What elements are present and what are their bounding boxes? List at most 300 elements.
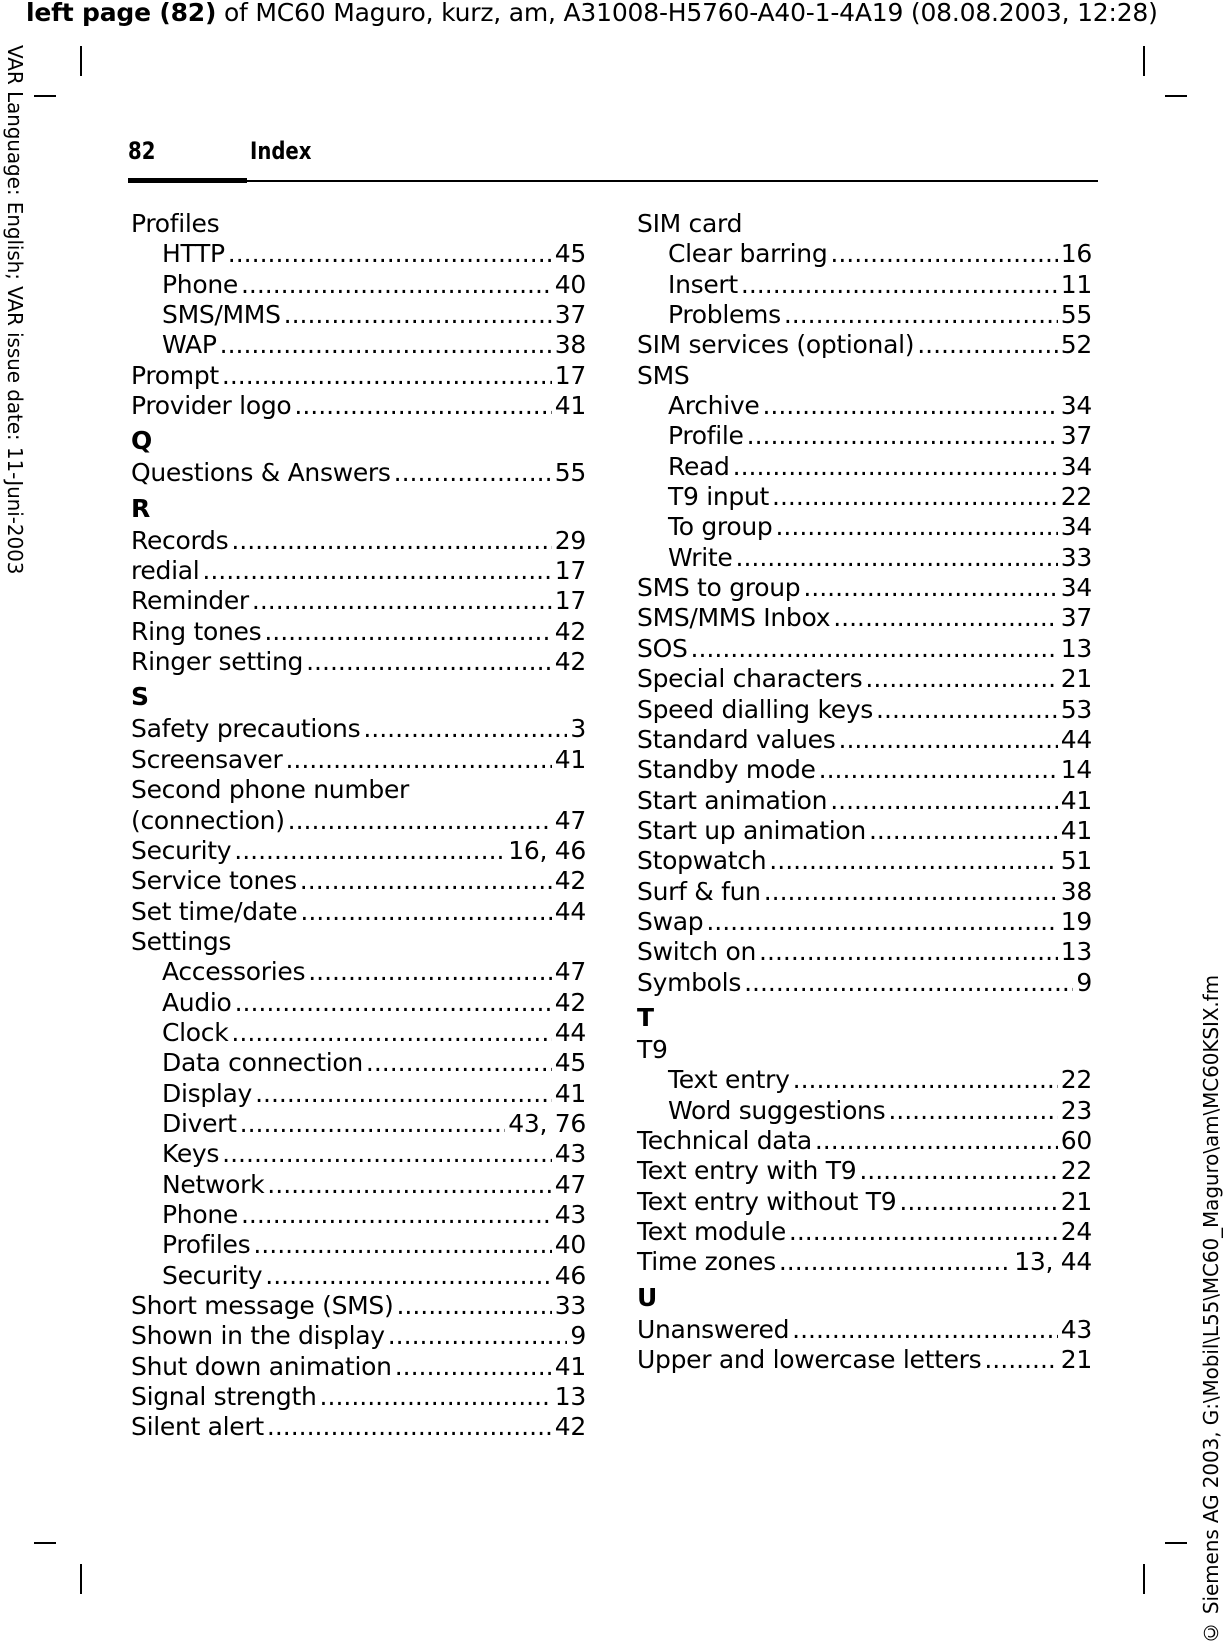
dot-leader bbox=[888, 1096, 1057, 1126]
index-entry-label: Phone bbox=[162, 269, 238, 299]
index-entry-label: Profile bbox=[668, 421, 744, 451]
index-entry-page: 51 bbox=[1060, 846, 1092, 876]
index-entry-page: 16, 46 bbox=[508, 835, 586, 865]
index-entry-heading bbox=[637, 1035, 1092, 1065]
index-entry-label: Upper and lowercase letters bbox=[637, 1345, 982, 1375]
index-entry-label: Security bbox=[131, 835, 232, 865]
dot-leader bbox=[744, 968, 1073, 998]
dot-leader bbox=[779, 1247, 1011, 1277]
index-entry-label: Q bbox=[131, 426, 152, 456]
index-subentry bbox=[637, 452, 1092, 482]
dot-leader bbox=[231, 526, 551, 556]
index-entry bbox=[637, 1156, 1092, 1186]
index-subentry bbox=[131, 330, 586, 360]
index-entry-page: 47 bbox=[554, 957, 586, 987]
index-subentry bbox=[637, 300, 1092, 330]
index-entry-label: SIM services (optional) bbox=[637, 330, 915, 360]
dot-leader bbox=[839, 725, 1058, 755]
index-entry-label: Text entry bbox=[668, 1065, 790, 1095]
dot-leader bbox=[747, 421, 1058, 451]
index-entry-page: 45 bbox=[554, 1048, 586, 1078]
index-entry-label: Archive bbox=[668, 391, 760, 421]
index-entry-label: Problems bbox=[668, 300, 781, 330]
index-entry-page: 33 bbox=[554, 1291, 586, 1320]
page-title: Index bbox=[250, 137, 312, 165]
index-entry-page: 34 bbox=[1060, 391, 1092, 421]
index-entry-page: 42 bbox=[554, 1412, 586, 1442]
header-rule bbox=[128, 180, 1098, 182]
index-entry-label: U bbox=[637, 1282, 658, 1312]
index-entry-page: 9 bbox=[570, 1321, 586, 1351]
index-subentry bbox=[637, 391, 1092, 421]
dot-leader bbox=[833, 603, 1058, 633]
index-entry-page: 22 bbox=[1060, 482, 1092, 512]
index-entry bbox=[131, 714, 586, 744]
index-entry-heading bbox=[131, 927, 586, 957]
index-entry bbox=[637, 1345, 1092, 1375]
index-entry bbox=[637, 1315, 1092, 1345]
index-entry bbox=[637, 573, 1092, 603]
index-entry-page: 14 bbox=[1060, 755, 1092, 785]
index-entry-label: Standard values bbox=[637, 724, 836, 754]
index-entry-page: 13 bbox=[1060, 633, 1092, 663]
index-entry-page: 53 bbox=[1060, 694, 1092, 724]
dot-leader bbox=[267, 1412, 552, 1442]
crop-mark bbox=[1143, 1564, 1145, 1594]
index-entry bbox=[131, 647, 586, 677]
index-entry-page: 41 bbox=[554, 1351, 586, 1381]
dot-leader bbox=[759, 937, 1058, 967]
index-entry-label: T9 input bbox=[668, 482, 770, 512]
index-entry-page: 37 bbox=[554, 300, 586, 330]
index-entry-page: 34 bbox=[1060, 451, 1092, 481]
index-entry-label: Text module bbox=[637, 1217, 786, 1246]
index-letter-heading bbox=[637, 998, 1092, 1035]
dot-leader bbox=[240, 1109, 506, 1139]
dot-leader bbox=[830, 239, 1057, 269]
index-entry-page: 41 bbox=[554, 744, 586, 774]
index-entry-page: 44 bbox=[554, 896, 586, 926]
index-entry-page: 17 bbox=[554, 556, 586, 586]
index-entry bbox=[131, 458, 586, 488]
proof-header-doc-info: of MC60 Maguro, kurz, am, A31008-H5760-A40-1-4A19 (08.08.2003, 12:28) bbox=[216, 0, 1158, 27]
index-entry-page: 22 bbox=[1060, 1065, 1092, 1095]
dot-leader bbox=[241, 270, 552, 300]
index-subentry bbox=[637, 270, 1092, 300]
index-entry-label: Signal strength bbox=[131, 1382, 317, 1412]
index-entry bbox=[131, 1352, 586, 1382]
index-entry-label: Text entry with T9 bbox=[637, 1156, 857, 1186]
index-entry bbox=[637, 1126, 1092, 1156]
dot-leader bbox=[917, 330, 1058, 360]
dot-leader bbox=[234, 836, 505, 866]
dot-leader bbox=[815, 1126, 1058, 1156]
side-note-language: VAR Language: English; VAR issue date: 11-Juni-2003 bbox=[3, 45, 27, 575]
index-letter-heading bbox=[637, 1278, 1092, 1315]
index-subentry bbox=[131, 1230, 586, 1260]
dot-leader bbox=[396, 1291, 551, 1321]
index-entry bbox=[637, 634, 1092, 664]
index-entry-page: 41 bbox=[554, 1078, 586, 1108]
dot-leader bbox=[366, 1048, 552, 1078]
dot-leader bbox=[220, 330, 552, 360]
index-entry-label: Clear barring bbox=[668, 239, 828, 269]
dot-leader bbox=[691, 634, 1058, 664]
index-entry-label: Symbols bbox=[637, 967, 742, 997]
dot-leader bbox=[284, 300, 552, 330]
index-entry-label: Security bbox=[162, 1260, 263, 1290]
index-entry-label: SMS bbox=[637, 360, 690, 390]
index-entry-label: Prompt bbox=[131, 360, 219, 390]
index-subentry bbox=[637, 543, 1092, 573]
index-entry-label: SMS/MMS Inbox bbox=[637, 603, 831, 633]
index-entry-label: Network bbox=[162, 1169, 265, 1199]
index-subentry bbox=[637, 482, 1092, 512]
dot-leader bbox=[830, 786, 1058, 816]
proof-header bbox=[26, 0, 1226, 26]
index-letter-heading bbox=[131, 489, 586, 526]
index-entry-heading bbox=[131, 209, 586, 239]
index-entry bbox=[637, 937, 1092, 967]
index-column-left bbox=[131, 209, 586, 1443]
index-entry bbox=[637, 664, 1092, 694]
index-subentry bbox=[131, 1109, 586, 1139]
index-entry-page: 29 bbox=[554, 525, 586, 555]
index-entry bbox=[131, 586, 586, 616]
index-entry-page: 60 bbox=[1060, 1125, 1092, 1155]
index-entry-page: 41 bbox=[554, 391, 586, 421]
index-entry bbox=[637, 877, 1092, 907]
index-entry bbox=[637, 695, 1092, 725]
index-entry-label: T bbox=[637, 1002, 654, 1032]
index-entry-page: 16 bbox=[1060, 239, 1092, 269]
index-entry bbox=[131, 391, 586, 421]
index-entry-page: 43 bbox=[554, 1199, 586, 1229]
index-entry-label: Questions & Answers bbox=[131, 458, 391, 488]
index-entry bbox=[131, 1291, 586, 1321]
index-entry-page: 43, 76 bbox=[508, 1108, 586, 1138]
dot-leader bbox=[775, 512, 1057, 542]
dot-leader bbox=[706, 907, 1057, 937]
index-entry bbox=[637, 603, 1092, 633]
index-subentry bbox=[131, 1048, 586, 1078]
index-entry-label: Surf & fun bbox=[637, 876, 761, 906]
index-entry-label: HTTP bbox=[162, 239, 225, 269]
index-entry-page: 40 bbox=[554, 269, 586, 299]
index-entry-page: 42 bbox=[554, 616, 586, 646]
dot-leader bbox=[865, 664, 1057, 694]
index-entry-page: 34 bbox=[1060, 573, 1092, 603]
index-entry-label: Stopwatch bbox=[637, 846, 767, 876]
dot-leader bbox=[899, 1187, 1057, 1217]
index-subentry bbox=[131, 1079, 586, 1109]
index-entry bbox=[637, 330, 1092, 360]
header-rule-accent bbox=[128, 178, 247, 183]
dot-leader bbox=[308, 957, 552, 987]
index-entry-label: Second phone number bbox=[131, 775, 410, 805]
index-entry-page: 42 bbox=[554, 987, 586, 1017]
index-entry bbox=[637, 968, 1092, 998]
index-entry-label: Screensaver bbox=[131, 744, 283, 774]
index-entry-page: 21 bbox=[1060, 664, 1092, 694]
index-entry-label: Settings bbox=[131, 926, 232, 956]
dot-leader bbox=[363, 714, 567, 744]
index-entry-label: R bbox=[131, 493, 150, 523]
index-entry-heading bbox=[637, 209, 1092, 239]
index-entry-label: Ringer setting bbox=[131, 647, 304, 677]
index-entry bbox=[131, 745, 586, 775]
dot-leader bbox=[772, 482, 1058, 512]
index-entry-page: 44 bbox=[554, 1017, 586, 1047]
index-letter-heading bbox=[131, 421, 586, 458]
index-entry-page: 22 bbox=[1060, 1156, 1092, 1186]
index-entry bbox=[131, 1321, 586, 1351]
index-entry-label: Word suggestions bbox=[668, 1095, 886, 1125]
index-entry-page: 55 bbox=[1060, 300, 1092, 330]
index-entry-label: To group bbox=[668, 512, 773, 542]
index-entry-label: Standby mode bbox=[637, 755, 816, 785]
index-entry-label: SMS to group bbox=[637, 573, 801, 603]
index-entry bbox=[637, 1217, 1092, 1247]
crop-mark bbox=[1143, 46, 1145, 76]
index-entry-page: 42 bbox=[554, 866, 586, 896]
index-subentry bbox=[637, 239, 1092, 269]
dot-leader bbox=[285, 745, 551, 775]
index-entry-page: 38 bbox=[1060, 876, 1092, 906]
index-entry-label: Records bbox=[131, 525, 229, 555]
index-entry-label: Time zones bbox=[637, 1247, 776, 1277]
index-entry bbox=[637, 1247, 1092, 1277]
index-entry-label: Profiles bbox=[131, 209, 220, 238]
index-entry-page: 24 bbox=[1060, 1217, 1092, 1246]
index-entry-page: 37 bbox=[1060, 603, 1092, 633]
dot-leader bbox=[733, 452, 1058, 482]
index-subentry bbox=[131, 1261, 586, 1291]
dot-leader bbox=[264, 617, 551, 647]
index-entry-label: Audio bbox=[162, 987, 232, 1017]
index-entry-page: 47 bbox=[554, 805, 586, 835]
dot-leader bbox=[394, 458, 552, 488]
dot-leader bbox=[255, 1079, 552, 1109]
crop-mark bbox=[80, 46, 82, 76]
index-entry-label: Short message (SMS) bbox=[131, 1291, 394, 1320]
index-entry-page: 21 bbox=[1060, 1345, 1092, 1375]
index-subentry bbox=[131, 1200, 586, 1230]
dot-leader bbox=[859, 1156, 1057, 1186]
proof-header-page-ref: left page (82) bbox=[26, 0, 217, 27]
index-entry-heading bbox=[637, 361, 1092, 391]
dot-leader bbox=[231, 1018, 551, 1048]
index-subentry bbox=[131, 1139, 586, 1169]
index-entry-page: 45 bbox=[554, 239, 586, 269]
index-entry-label: Safety precautions bbox=[131, 714, 361, 744]
index-entry bbox=[131, 836, 586, 866]
index-subentry bbox=[131, 1170, 586, 1200]
dot-leader bbox=[736, 543, 1058, 573]
index-entry-label: Set time/date bbox=[131, 896, 298, 926]
index-entry-label: Phone bbox=[162, 1199, 238, 1229]
dot-leader bbox=[300, 866, 552, 896]
dot-leader bbox=[789, 1217, 1058, 1247]
index-entry-label: Text entry without T9 bbox=[637, 1186, 897, 1216]
index-entry-page: 41 bbox=[1060, 815, 1092, 845]
dot-leader bbox=[222, 361, 552, 391]
index-entry-label: Divert bbox=[162, 1108, 237, 1138]
index-subentry bbox=[637, 1096, 1092, 1126]
index-entry-page: 52 bbox=[1060, 330, 1092, 360]
dot-leader bbox=[793, 1065, 1058, 1095]
dot-leader bbox=[984, 1345, 1057, 1375]
index-entry bbox=[637, 816, 1092, 846]
index-entry-label: Provider logo bbox=[131, 391, 292, 421]
dot-leader bbox=[222, 1139, 552, 1169]
index-entry-label: Ring tones bbox=[131, 616, 262, 646]
index-entry-page: 11 bbox=[1060, 269, 1092, 299]
index-entry bbox=[637, 755, 1092, 785]
index-entry-page: 13, 44 bbox=[1014, 1247, 1092, 1277]
dot-leader bbox=[306, 647, 552, 677]
index-entry-page: 34 bbox=[1060, 512, 1092, 542]
dot-leader bbox=[764, 877, 1058, 907]
index-entry-label: Shown in the display bbox=[131, 1321, 385, 1351]
index-entry bbox=[131, 1412, 586, 1442]
index-entry-page: 17 bbox=[554, 360, 586, 390]
index-entry-page: 13 bbox=[1060, 937, 1092, 967]
crop-mark bbox=[1165, 1542, 1187, 1544]
index-entry-label: Accessories bbox=[162, 957, 306, 987]
index-subentry bbox=[131, 270, 586, 300]
dot-leader bbox=[288, 806, 552, 836]
crop-mark bbox=[80, 1564, 82, 1594]
dot-leader bbox=[228, 239, 552, 269]
index-entry bbox=[131, 617, 586, 647]
index-entry bbox=[637, 725, 1092, 755]
index-column-right bbox=[637, 209, 1092, 1375]
index-entry-page: 33 bbox=[1060, 542, 1092, 572]
index-letter-heading bbox=[131, 677, 586, 714]
index-entry-label: Switch on bbox=[637, 937, 757, 967]
dot-leader bbox=[395, 1352, 552, 1382]
dot-leader bbox=[803, 573, 1057, 603]
index-entry-label: redial bbox=[131, 556, 200, 586]
index-entry-page: 37 bbox=[1060, 421, 1092, 451]
index-entry-page: 42 bbox=[554, 647, 586, 677]
index-entry-heading bbox=[131, 775, 586, 805]
dot-leader bbox=[267, 1170, 551, 1200]
index-entry-label: Service tones bbox=[131, 866, 297, 896]
dot-leader bbox=[876, 695, 1058, 725]
dot-leader bbox=[202, 556, 551, 586]
index-entry-page: 43 bbox=[1060, 1314, 1092, 1344]
index-entry-page: 46 bbox=[554, 1260, 586, 1290]
index-entry-page: 40 bbox=[554, 1230, 586, 1260]
index-entry-page: 19 bbox=[1060, 906, 1092, 936]
index-entry-page: 47 bbox=[554, 1169, 586, 1199]
index-entry-page: 43 bbox=[554, 1139, 586, 1169]
index-entry bbox=[131, 556, 586, 586]
dot-leader bbox=[792, 1315, 1058, 1345]
index-entry-page: 17 bbox=[554, 586, 586, 616]
crop-mark bbox=[1165, 95, 1187, 97]
dot-leader bbox=[762, 391, 1057, 421]
index-entry-label: Technical data bbox=[637, 1125, 812, 1155]
index-entry bbox=[637, 846, 1092, 876]
dot-leader bbox=[320, 1382, 552, 1412]
dot-leader bbox=[784, 300, 1058, 330]
index-subentry bbox=[131, 957, 586, 987]
index-entry bbox=[131, 361, 586, 391]
dot-leader bbox=[253, 1230, 551, 1260]
index-entry bbox=[637, 1187, 1092, 1217]
index-entry-label: (connection) bbox=[131, 805, 285, 835]
index-subentry bbox=[131, 300, 586, 330]
index-entry bbox=[131, 526, 586, 556]
side-note-copyright: © Siemens AG 2003, G:\Mobil\L55\MC60_Maguro\am\MC60KSIX.fm bbox=[1199, 974, 1223, 1644]
dot-leader bbox=[241, 1200, 552, 1230]
index-subentry bbox=[637, 512, 1092, 542]
index-entry-label: Swap bbox=[637, 906, 704, 936]
dot-leader bbox=[235, 988, 552, 1018]
page-number: 82 bbox=[128, 137, 156, 165]
index-subentry bbox=[131, 239, 586, 269]
index-entry bbox=[131, 806, 586, 836]
index-entry-page: 13 bbox=[554, 1382, 586, 1412]
dot-leader bbox=[769, 846, 1057, 876]
index-entry-page: 38 bbox=[554, 330, 586, 360]
index-entry-label: SMS/MMS bbox=[162, 300, 281, 330]
index-entry bbox=[131, 1382, 586, 1412]
index-entry-label: Keys bbox=[162, 1139, 220, 1169]
index-entry-label: WAP bbox=[162, 330, 217, 360]
index-entry-label: Speed dialling keys bbox=[637, 694, 874, 724]
index-entry-page: 44 bbox=[1060, 724, 1092, 754]
index-entry-page: 41 bbox=[1060, 785, 1092, 815]
index-entry-label: Shut down animation bbox=[131, 1351, 392, 1381]
index-entry bbox=[637, 786, 1092, 816]
dot-leader bbox=[869, 816, 1058, 846]
dot-leader bbox=[388, 1321, 568, 1351]
index-entry-page: 23 bbox=[1060, 1095, 1092, 1125]
index-entry-label: SIM card bbox=[637, 209, 743, 238]
index-entry-label: S bbox=[131, 682, 149, 712]
dot-leader bbox=[252, 586, 552, 616]
dot-leader bbox=[741, 270, 1058, 300]
index-entry-page: 9 bbox=[1076, 967, 1092, 997]
index-entry bbox=[637, 907, 1092, 937]
index-entry-page: 21 bbox=[1060, 1186, 1092, 1216]
dot-leader bbox=[819, 755, 1058, 785]
index-entry-label: Display bbox=[162, 1078, 253, 1108]
index-entry-label: Clock bbox=[162, 1017, 229, 1047]
index-entry-label: Special characters bbox=[637, 664, 863, 694]
index-entry-label: T9 bbox=[637, 1034, 668, 1064]
index-entry-label: Start up animation bbox=[637, 815, 866, 845]
index-subentry bbox=[637, 421, 1092, 451]
index-entry-label: Reminder bbox=[131, 586, 249, 616]
index-entry-page: 55 bbox=[554, 458, 586, 488]
index-entry-label: Unanswered bbox=[637, 1314, 790, 1344]
dot-leader bbox=[300, 897, 551, 927]
index-entry-label: Read bbox=[668, 451, 730, 481]
index-entry-label: Data connection bbox=[162, 1048, 363, 1078]
index-subentry bbox=[131, 988, 586, 1018]
index-entry bbox=[131, 866, 586, 896]
index-subentry bbox=[131, 1018, 586, 1048]
index-entry-label: Insert bbox=[668, 269, 738, 299]
index-entry-label: Start animation bbox=[637, 785, 828, 815]
crop-mark bbox=[34, 1542, 56, 1544]
index-entry-label: Profiles bbox=[162, 1230, 251, 1260]
